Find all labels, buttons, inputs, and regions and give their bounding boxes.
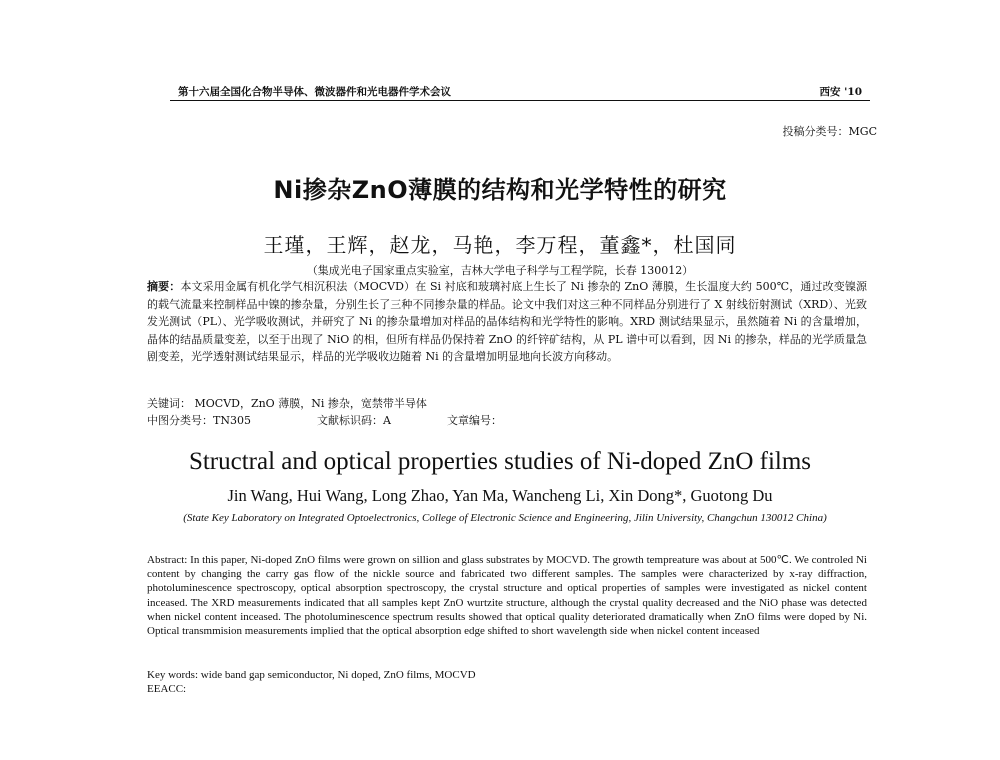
chinese-keywords: 关键词： MOCVD，ZnO 薄膜，Ni 掺杂，宽禁带半导体 [147,397,427,410]
chinese-authors: 王瑾，王辉，赵龙，马艳，李万程，董鑫*，杜国同 [263,233,737,257]
location-year: 西安 '10 [819,86,862,98]
eeacc-code: EEACC: [147,683,187,695]
submission-class-code: 投稿分类号：MGC [782,125,877,138]
chinese-affiliation: （集成光电子国家重点实验室，吉林大学电子科学与工程学院，长春 130012） [306,264,694,277]
english-keywords: Key words: wide band gap semiconductor, Ni doped, ZnO films, MOCVD [147,669,476,681]
english-authors: Jin Wang, Hui Wang, Long Zhao, Yan Ma, Wancheng Li, Xin Dong*, Guotong Du [227,486,773,505]
english-abstract: Abstract: In this paper, Ni-doped ZnO films were grown on sillion and glass substrates by MOCVD. The growth tempreature was about at 500℃. We controled Ni content by changing the carry gas flow of the nickle source and fabricated two different samples. The samples were characterized by x-ray diffraction, photoluminescence spectroscopy, optical absorption spectroscopy, the crystal structure and optical properties of samples were investigated as nickel content inceased. The XRD measurements indicated that all samples kept ZnO wurtzite structure, although the crystal quality decreased and the NiO phase was detected when nickel content inceased. The photoluminescence spectrum results showed that optical quality deteriorated dramatically when ZnO films were doped by Ni. Optical transmmision measurements implied that the optical absorption edge shifted to short wavelength side when nickel content inceased [147,554,867,638]
chinese-abstract [147,278,867,366]
document-code: 文献标识码：A [317,414,391,427]
chinese-title: Ni掺杂ZnO薄膜的结构和光学特性的研究 [273,176,727,204]
chinese-abstract-text: 本文采用金属有机化学气相沉积法（MOCVD）在 Si 衬底和玻璃衬底上生长了 Ni 掺杂的 ZnO 薄膜，生长温度大约 500℃，通过改变镍源的载气流量来控制样品中镍的掺杂量，分别生长了三种不同掺杂量的样品。论文中我们对这三种不同样品分别进行了 X 射线衍射测试（XRD）、光致发光测试（PL）、光学吸收测试，并研究了 Ni 的掺杂量增加对样品的晶体结构和光学特性的影响。XRD 测试结果显示，虽然随着 Ni 的含量增加，晶体的结晶质量变差，以至于出现了 NiO 的相，但所有样品仍保持着 ZnO 的纤锌矿结构，从 PL 谱中可以看到，因 Ni 的掺杂，样品的光学质量急剧变差，光学透射测试结果显示，样品的光学吸收边随着 Ni 的含量增加明显地向长波方向移动。 [147,280,867,364]
conference-name: 第十六届全国化合物半导体、微波器件和光电器件学术会议 [178,86,451,98]
header-rule [170,100,870,101]
running-header [170,82,870,100]
clc-number: 中图分类号：TN305 [147,414,251,427]
classification-line [147,412,867,428]
english-title: Structral and optical properties studies of Ni-doped ZnO films [188,448,812,475]
abstract-label: 摘要： [147,280,181,293]
english-affiliation: (State Key Laboratory on Integrated Optoelectronics, College of Electronic Science and Engineering, Jilin University, Changchun 130012 China) [183,512,827,524]
article-number: 文章编号： [447,414,502,427]
